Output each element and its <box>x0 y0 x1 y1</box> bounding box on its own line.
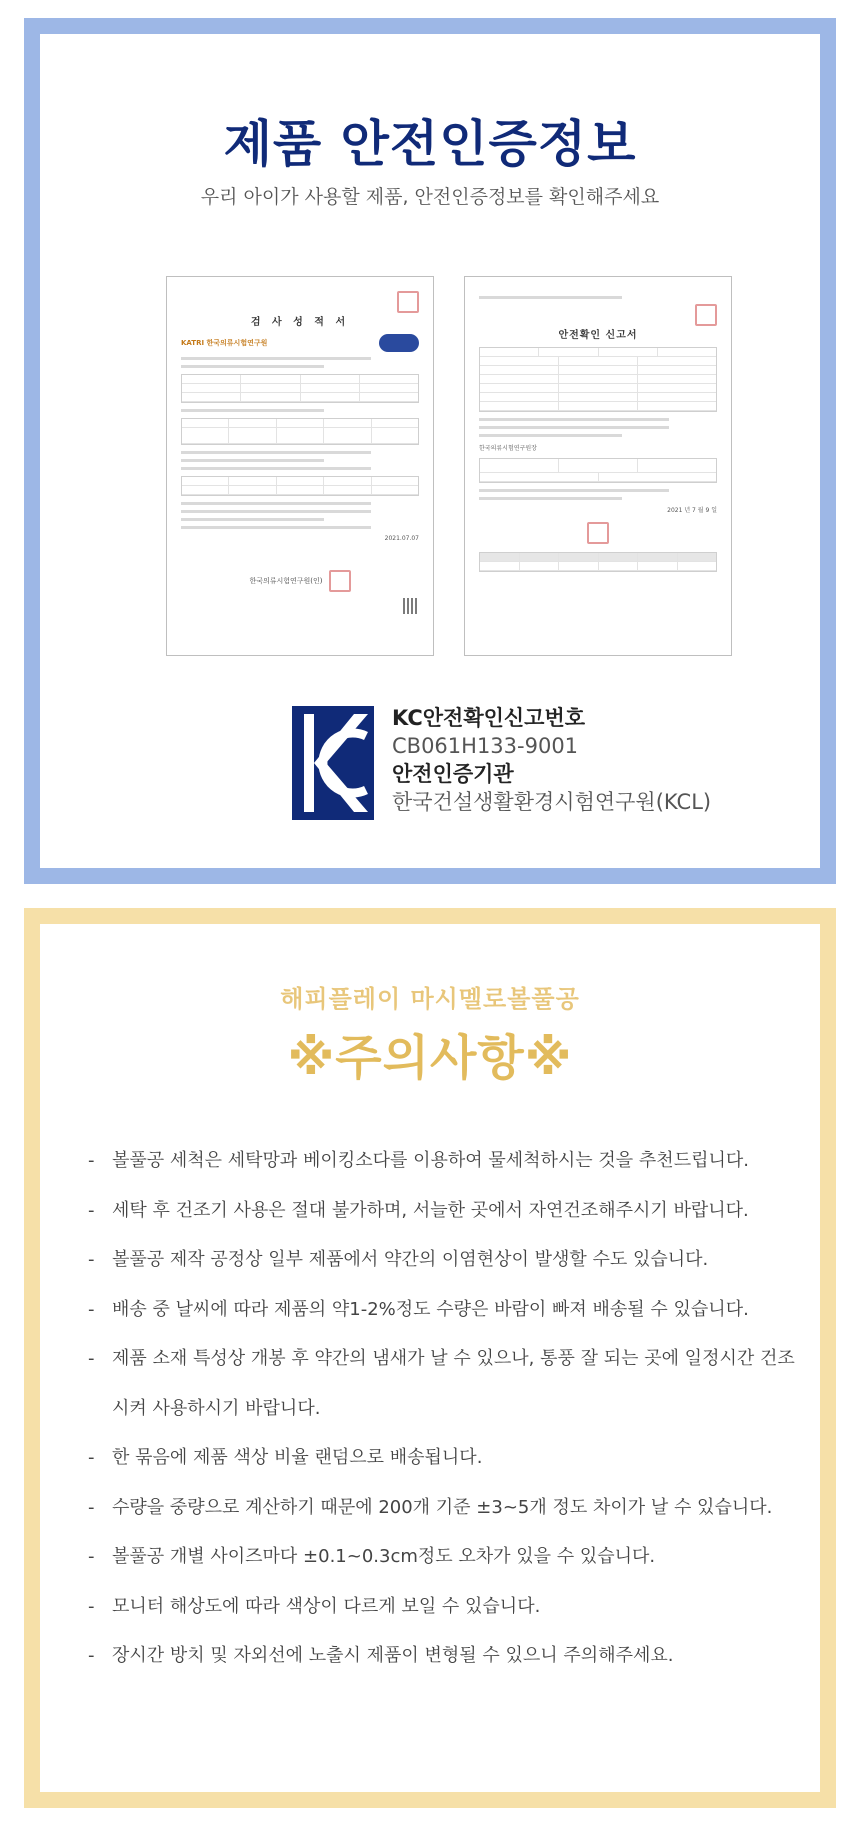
caution-item: - 볼풀공 세척은 세탁망과 베이킹소다를 이용하여 물세척하시는 것을 추천드립니다. <box>88 1150 749 1171</box>
red-seal-icon <box>329 570 351 592</box>
red-seal-icon-right <box>587 522 609 544</box>
test-report-date: 2021.07.07 <box>384 535 419 542</box>
test-report-document <box>166 276 434 656</box>
caution-item: - 제품 소재 특성상 개봉 후 약간의 냄새가 날 수 있으나, 통풍 잘 되는 곳에 일정시간 건조시켜 사용하시기 바랍니다. <box>88 1348 795 1419</box>
caution-item: - 배송 중 날씨에 따라 제품의 약1-2%정도 수량은 바람이 빠져 배송될 수 있습니다. <box>88 1298 749 1320</box>
caution-panel <box>24 908 836 1808</box>
doc-stamp-icon-right <box>695 304 717 326</box>
katri-badge-icon <box>379 334 419 352</box>
caution-title: ※주의사항※ <box>287 1030 573 1086</box>
kc-number-label: KC안전확인신고번호 <box>392 706 586 730</box>
confirmation-heading: 안전확인 신고서 <box>558 330 638 341</box>
caution-item: - 볼풀공 제작 공정상 일부 제품에서 약간의 이염현상이 발생할 수도 있습니다. <box>88 1249 709 1270</box>
confirmation-date: 2021 년 7 월 9 일 <box>667 507 717 514</box>
confirmation-org: 한국의류시험연구원장 <box>479 445 537 452</box>
caution-item: - 세탁 후 건조기 사용은 절대 불가하며, 서늘한 곳에서 자연건조해주시기 바랍니다. <box>88 1199 749 1221</box>
safety-confirmation-document <box>464 276 732 656</box>
kc-agency-label: 안전인증기관 <box>392 762 514 786</box>
caution-item: - 모니터 해상도에 따라 색상이 다르게 보일 수 있습니다. <box>88 1595 541 1617</box>
kc-number: CB061H133-9001 <box>392 734 579 758</box>
caution-list <box>88 1136 808 1681</box>
safety-info-panel <box>24 18 836 884</box>
qr-code-icon <box>403 598 419 614</box>
caution-item: - 한 묶음에 제품 색상 비율 랜덤으로 배송됩니다. <box>88 1447 483 1468</box>
caution-item: - 수량을 중량으로 계산하기 때문에 200개 기준 ±3~5개 정도 차이가 날 수 있습니다. <box>88 1496 773 1518</box>
katri-logo: KATRI 한국의류시험연구원 <box>181 339 268 347</box>
product-brand-name: 해피플레이 마시멜로볼풀공 <box>280 985 580 1013</box>
doc-stamp-icon <box>397 291 419 313</box>
caution-item: - 장시간 방치 및 자외선에 노출시 제품이 변형될 수 있으니 주의해주세요. <box>88 1645 674 1666</box>
test-report-org: 한국의류시험연구원(인) <box>249 577 323 585</box>
caution-item: - 볼풀공 개별 사이즈마다 ±0.1~0.3cm정도 오차가 있을 수 있습니다. <box>88 1546 656 1567</box>
safety-subtitle: 우리 아이가 사용할 제품, 안전인증정보를 확인해주세요 <box>200 186 660 208</box>
kc-mark-icon <box>292 706 374 820</box>
test-report-heading: 검 사 성 적 서 <box>250 317 350 328</box>
kc-info <box>392 704 711 816</box>
kc-agency: 한국건설생활환경시험연구원(KCL) <box>392 790 712 814</box>
safety-title: 제품 안전인증정보 <box>223 115 637 173</box>
